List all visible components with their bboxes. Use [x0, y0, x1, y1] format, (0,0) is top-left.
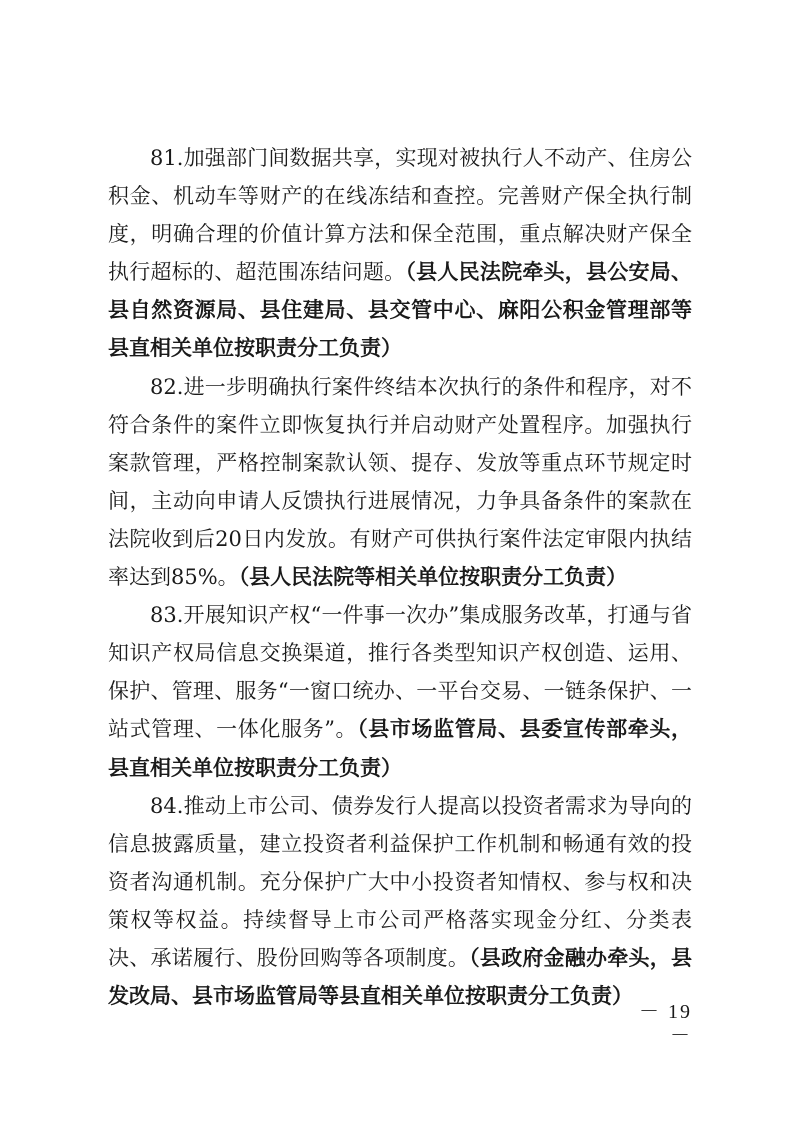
page-number: － 19 －	[639, 1001, 692, 1047]
paragraph-body: 84.推动上市公司、债券发行人提高以投资者需求为导向的信息披露质量，建立投资者利益保护工作机制和畅通有效的投资者沟通机制。充分保护广大中小投资者知情权、参与权和决策权等权益。持续督导上市公司严格落实现金分红、分类表决、承诺履行、股份回购等各项制度。	[108, 793, 692, 970]
responsibility-note: （县人民法院等相关单位按职责分工负责）	[238, 565, 628, 590]
paragraph-81	[108, 139, 692, 368]
paragraph-body: 83.开展知识产权“一件事一次办”集成服务改革，打通与省知识产权局信息交换渠道，推行各类型知识产权创造、运用、保护、管理、服务“一窗口统办、一平台交易、一链条保护、一站式管理、一体化服务”。	[108, 603, 692, 742]
paragraph-body: 81.加强部门间数据共享，实现对被执行人不动产、住房公积金、机动车等财产的在线冻结和查控。完善财产保全执行制度，明确合理的价值计算方法和保全范围，重点解决财产保全执行超标的、超范围冻结问题。	[108, 146, 692, 285]
paragraph-body: 82.进一步明确执行案件终结本次执行的条件和程序，对不符合条件的案件立即恢复执行并启动财产处置程序。加强执行案款管理，严格控制案款认领、提存、发放等重点环节规定时间，主动向申请人反馈执行进展情况，力争具备条件的案款在法院收到后20日内发放。有财产可供执行案件法定审限内执结率达到85%。	[108, 374, 692, 590]
responsibility-note: （县市场监管局、县委宣传部牵头，县直相关单位按职责分工负责）	[108, 717, 692, 780]
paragraph-83	[108, 596, 692, 786]
paragraph-84	[108, 787, 692, 1016]
paragraph-82	[108, 368, 692, 597]
responsibility-note: （县人民法院牵头，县公安局、县自然资源局、县住建局、县交管中心、麻阳公积金管理部等县直相关单位按职责分工负责）	[108, 260, 693, 361]
responsibility-note: （县政府金融办牵头，县发改局、县市场监管局等县直相关单位按职责分工负责）	[108, 945, 693, 1009]
document-body	[108, 139, 692, 1015]
